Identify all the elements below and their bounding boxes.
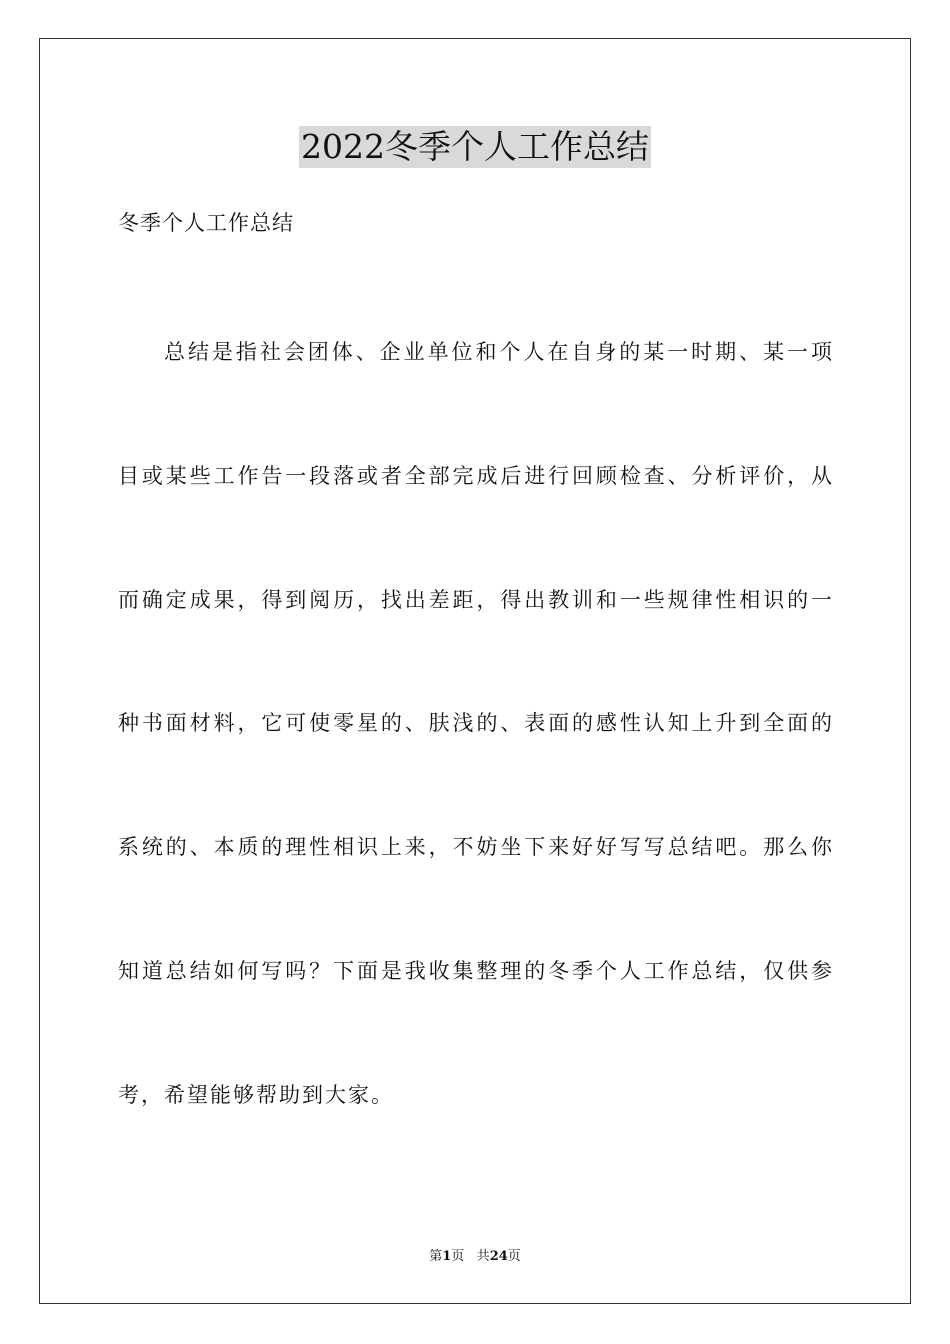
paragraph-line-5: 系统的、本质的理性相识上来，不妨坐下来好好写写总结吧。那么你 [118,835,832,859]
document-subtitle: 冬季个人工作总结 [118,211,294,235]
document-title [0,126,950,168]
page-footer [0,1248,950,1266]
paragraph-line-7: 考，希望能够帮助到大家。 [118,1083,394,1107]
footer-page-prefix: 第 [429,1249,443,1264]
paragraph-line-2: 目或某些工作告一段落或者全部完成后进行回顾检查、分析评价，从 [118,464,832,488]
document-title-text: 2022冬季个人工作总结 [301,127,649,166]
paragraph-line-1: 总结是指社会团体、企业单位和个人在自身的某一时期、某一项 [164,340,832,364]
paragraph-line-3: 而确定成果，得到阅历，找出差距，得出教训和一些规律性相识的一 [118,588,832,612]
footer-total-pages: 24 [489,1249,508,1264]
footer-total-suffix: 页 [507,1249,521,1264]
paragraph-line-6: 知道总结如何写吗？下面是我收集整理的冬季个人工作总结，仅供参 [118,959,832,983]
footer-total-prefix: 共 [476,1249,490,1264]
paragraph-line-4: 种书面材料，它可使零星的、肤浅的、表面的感性认知上升到全面的 [118,711,832,735]
footer-page-number: 1 [442,1249,452,1264]
footer-page-suffix: 页 [451,1249,465,1264]
